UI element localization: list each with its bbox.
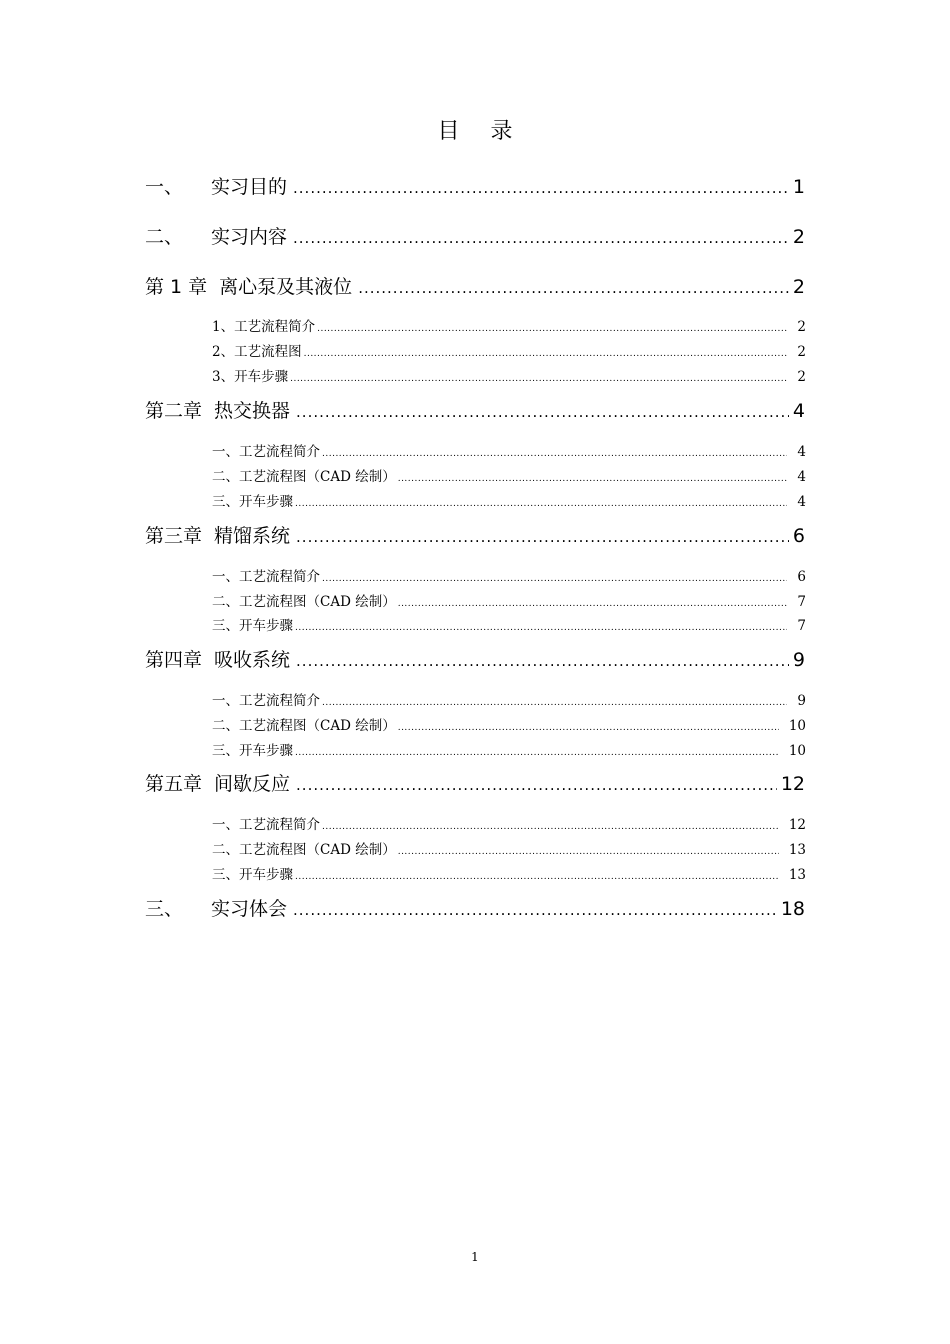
toc-entry-label: 间歇反应 bbox=[214, 773, 291, 795]
dot-leader bbox=[322, 693, 787, 713]
toc-subentry-page: 7 bbox=[797, 594, 806, 610]
toc-chapter-number: 第五章 bbox=[145, 773, 203, 795]
toc-entry-label: 离心泵及其液位 bbox=[219, 276, 353, 298]
dot-leader bbox=[304, 344, 788, 364]
toc-subentry-label: 三、开车步骤 bbox=[212, 618, 293, 634]
dot-leader bbox=[295, 618, 787, 638]
toc-subentry-page: 4 bbox=[797, 444, 806, 460]
dot-leader bbox=[293, 225, 789, 251]
toc-subentry[interactable] bbox=[212, 616, 806, 636]
toc-entry-page: 6 bbox=[792, 525, 805, 547]
toc-subentry-label: 三、开车步骤 bbox=[212, 494, 293, 510]
toc-entry-page: 4 bbox=[792, 400, 805, 422]
toc-subentry-page: 7 bbox=[797, 618, 806, 634]
dot-leader bbox=[290, 369, 787, 389]
footer-page-number: 1 bbox=[471, 1250, 479, 1264]
toc-subentry-label: 一、工艺流程简介 bbox=[212, 444, 320, 460]
dot-leader bbox=[295, 867, 779, 887]
dot-leader bbox=[295, 743, 779, 763]
dot-leader bbox=[398, 469, 788, 489]
toc-chapter-number: 第二章 bbox=[145, 400, 203, 422]
toc-entry-page: 18 bbox=[780, 898, 805, 920]
toc-subentry[interactable] bbox=[212, 840, 806, 860]
toc-subentry-label: 1、工艺流程简介 bbox=[212, 319, 316, 335]
toc-subentry[interactable] bbox=[212, 367, 806, 387]
toc-subentry-page: 10 bbox=[788, 743, 806, 759]
toc-subentry-label: 二、工艺流程图（CAD 绘制） bbox=[212, 469, 396, 485]
toc-entry-chapter-4[interactable] bbox=[145, 647, 805, 673]
toc-subentry[interactable] bbox=[212, 492, 806, 512]
toc-entry-number: 一、 bbox=[145, 176, 184, 198]
toc-entry-page: 12 bbox=[780, 773, 805, 795]
toc-entry-label: 热交换器 bbox=[214, 400, 291, 422]
toc-subentry-page: 13 bbox=[788, 842, 806, 858]
toc-subentry-page: 4 bbox=[797, 469, 806, 485]
toc-subentry-label: 一、工艺流程简介 bbox=[212, 817, 320, 833]
toc-subentry[interactable] bbox=[212, 716, 806, 736]
toc-subentry[interactable] bbox=[212, 691, 806, 711]
toc-subentry-label: 二、工艺流程图（CAD 绘制） bbox=[212, 718, 396, 734]
toc-entry-label: 精馏系统 bbox=[214, 525, 291, 547]
toc-entry-chapter-1[interactable] bbox=[145, 274, 805, 300]
toc-subentry-label: 二、工艺流程图（CAD 绘制） bbox=[212, 594, 396, 610]
toc-subentry-page: 9 bbox=[797, 693, 806, 709]
toc-chapter-number: 第三章 bbox=[145, 525, 203, 547]
toc-subentry-label: 三、开车步骤 bbox=[212, 867, 293, 883]
dot-leader bbox=[295, 494, 787, 514]
dot-leader bbox=[317, 319, 787, 339]
toc-entry-section-3[interactable] bbox=[145, 896, 805, 922]
toc-entry-label: 实习内容 bbox=[211, 226, 288, 248]
dot-leader bbox=[398, 718, 779, 738]
dot-leader bbox=[296, 399, 789, 425]
toc-subentry-page: 13 bbox=[788, 867, 806, 883]
toc-subentry[interactable] bbox=[212, 317, 806, 337]
toc-subentry[interactable] bbox=[212, 567, 806, 587]
dot-leader bbox=[293, 175, 789, 201]
toc-entry-number: 二、 bbox=[145, 226, 184, 248]
toc-entry-chapter-5[interactable] bbox=[145, 771, 805, 797]
toc-entry-number: 三、 bbox=[145, 898, 184, 920]
toc-subentry[interactable] bbox=[212, 467, 806, 487]
dot-leader bbox=[296, 648, 789, 674]
page-title: 目 录 bbox=[437, 119, 525, 144]
dot-leader bbox=[322, 569, 787, 589]
toc-subentry-page: 4 bbox=[797, 494, 806, 510]
toc-subentry-label: 一、工艺流程简介 bbox=[212, 693, 320, 709]
toc-entry-label: 吸收系统 bbox=[214, 649, 291, 671]
toc-subentry-label: 二、工艺流程图（CAD 绘制） bbox=[212, 842, 396, 858]
toc-subentry-page: 2 bbox=[797, 319, 806, 335]
dot-leader bbox=[322, 817, 779, 837]
toc-entry-page: 9 bbox=[792, 649, 805, 671]
toc-chapter-number: 第四章 bbox=[145, 649, 203, 671]
dot-leader bbox=[358, 275, 789, 301]
dot-leader bbox=[293, 897, 777, 923]
toc-subentry-label: 一、工艺流程简介 bbox=[212, 569, 320, 585]
toc-subentry[interactable] bbox=[212, 865, 806, 885]
toc-subentry[interactable] bbox=[212, 592, 806, 612]
toc-subentry-label: 3、开车步骤 bbox=[212, 369, 289, 385]
toc-entry-page: 1 bbox=[792, 176, 805, 198]
toc-entry-chapter-3[interactable] bbox=[145, 523, 805, 549]
dot-leader bbox=[398, 842, 779, 862]
toc-subentry[interactable] bbox=[212, 815, 806, 835]
toc-entry-section-1[interactable] bbox=[145, 174, 805, 200]
toc-subentry-label: 三、开车步骤 bbox=[212, 743, 293, 759]
toc-entry-page: 2 bbox=[792, 276, 805, 298]
toc-subentry-page: 2 bbox=[797, 344, 806, 360]
toc-chapter-number: 第 1 章 bbox=[145, 276, 208, 298]
dot-leader bbox=[296, 524, 789, 550]
toc-entry-section-2[interactable] bbox=[145, 224, 805, 250]
toc-subentry[interactable] bbox=[212, 342, 806, 362]
toc-subentry[interactable] bbox=[212, 442, 806, 462]
toc-subentry-page: 12 bbox=[788, 817, 806, 833]
dot-leader bbox=[322, 444, 787, 464]
toc-subentry-page: 10 bbox=[788, 718, 806, 734]
toc-subentry-page: 2 bbox=[797, 369, 806, 385]
toc-entry-label: 实习体会 bbox=[211, 898, 288, 920]
dot-leader bbox=[296, 772, 777, 798]
toc-entry-chapter-2[interactable] bbox=[145, 398, 805, 424]
toc-subentry[interactable] bbox=[212, 741, 806, 761]
toc-subentry-page: 6 bbox=[797, 569, 806, 585]
dot-leader bbox=[398, 594, 788, 614]
toc-entry-page: 2 bbox=[792, 226, 805, 248]
toc-subentry-label: 2、工艺流程图 bbox=[212, 344, 302, 360]
toc-entry-label: 实习目的 bbox=[211, 176, 288, 198]
